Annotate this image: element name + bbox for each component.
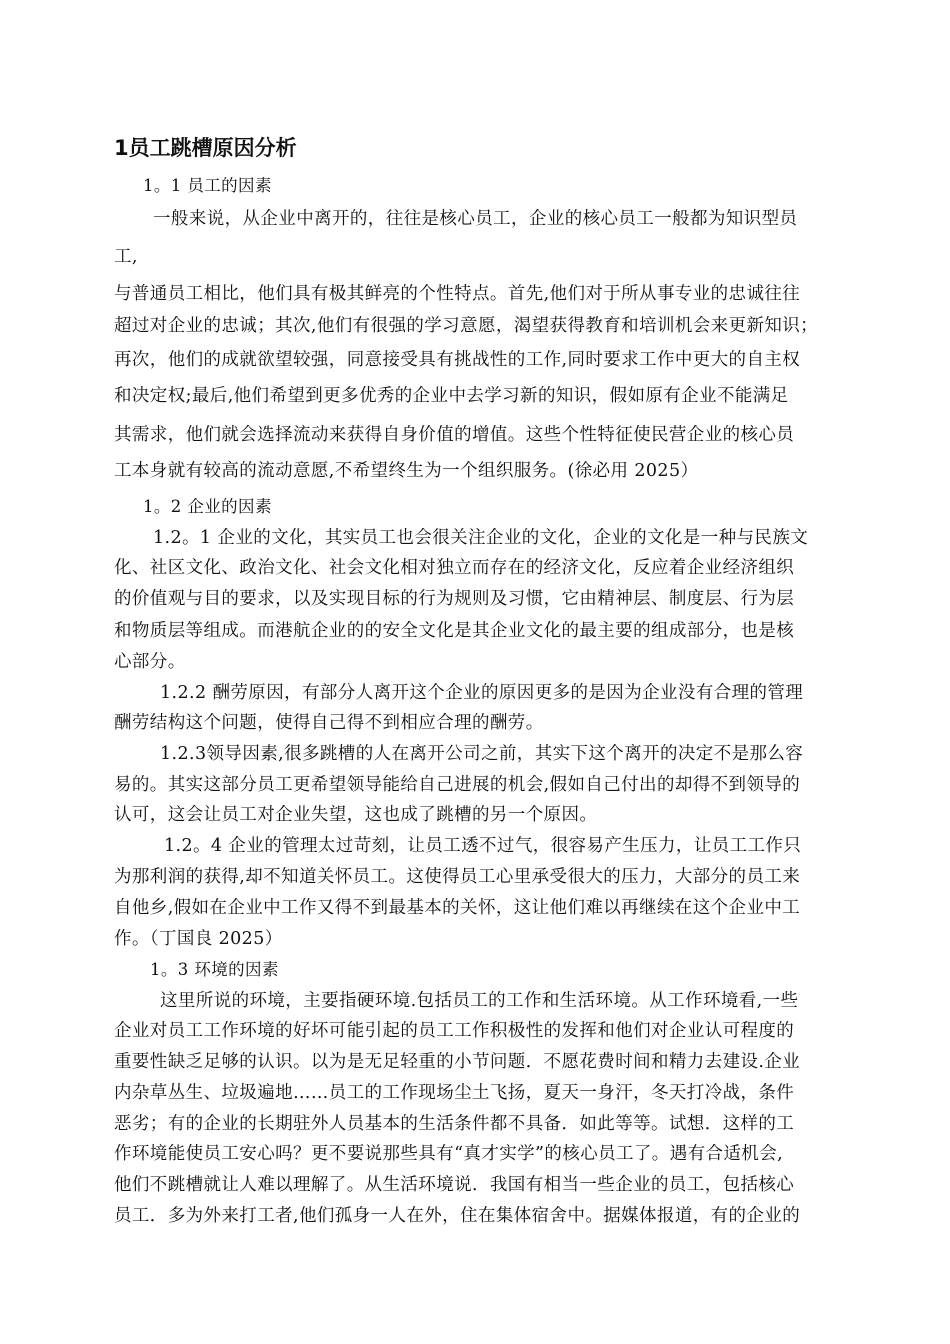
paragraph-line: 超过对企业的忠诚；其次,他们有很强的学习意愿，渴望获得教育和培训机会来更新知识； bbox=[114, 316, 819, 336]
paragraph-line: 1.2.2 酬劳原因，有部分人离开这个企业的原因更多的是因为企业没有合理的管理 bbox=[160, 683, 804, 703]
paragraph-line: 内杂草丛生、垃圾遍地……员工的工作现场尘土飞扬，夏天一身汗，冬天打冷战，条件 bbox=[114, 1083, 795, 1103]
paragraph-line: 心部分。 bbox=[114, 652, 186, 672]
paragraph-line: 和物质层等组成。而港航企业的的安全文化是其企业文化的最主要的组成部分，也是核 bbox=[114, 621, 795, 641]
paragraph-line: 的价值观与目的要求，以及实现目标的行为规则及习惯，它由精神层、制度层、行为层 bbox=[114, 589, 795, 609]
section-heading-1-3: 1。3 环境的因素 bbox=[150, 960, 279, 979]
paragraph-line: 再次，他们的成就欲望较强，同意接受具有挑战性的工作,同时要求工作中更大的自主权 bbox=[114, 350, 801, 370]
paragraph-line: 1.2。4 企业的管理太过苛刻，让员工透不过气，很容易产生压力，让员工工作只 bbox=[164, 836, 802, 856]
paragraph-line: 易的。其实这部分员工更希望领导能给自己进展的机会,假如自己付出的却得不到领导的 bbox=[114, 775, 801, 795]
paragraph-line: 重要性缺乏足够的认识。以为是无足轻重的小节问题．不愿花费时间和精力去建设.企业 bbox=[114, 1052, 801, 1072]
paragraph-line: 与普通员工相比，他们具有极其鲜亮的个性特点。首先,他们对于所从事专业的忠诚往往 bbox=[114, 284, 801, 304]
paragraph-line: 化、社区文化、政治文化、社会文化相对独立而存在的经济文化，反应着企业经济组织 bbox=[114, 558, 795, 578]
paragraph-line: 企业对员工工作环境的好坏可能引起的员工工作积极性的发挥和他们对企业认可程度的 bbox=[114, 1021, 795, 1041]
section-heading-1-1: 1。1 员工的因素 bbox=[143, 176, 272, 195]
paragraph-line: 认可，这会让员工对企业失望，这也成了跳槽的另一个原因。 bbox=[114, 805, 598, 825]
paragraph-line: 作环境能使员工安心吗？更不要说那些具有“真才实学”的核心员工了。遇有合适机会, bbox=[114, 1144, 784, 1164]
paragraph-line: 恶劣；有的企业的长期驻外人员基本的生活条件都不具备．如此等等。试想．这样的工 bbox=[114, 1114, 795, 1134]
section-heading-1-2: 1。2 企业的因素 bbox=[143, 497, 272, 516]
paragraph-line: 工本身就有较高的流动意愿,不希望终生为一个组织服务。(徐必用 2025） bbox=[114, 461, 699, 481]
paragraph-line: 为那利润的获得,却不知道关怀员工。这使得员工心里承受很大的压力，大部分的员工来 bbox=[114, 867, 801, 887]
paragraph-line: 1.2.3领导因素,很多跳槽的人在离开公司之前，其实下这个离开的决定不是那么容 bbox=[160, 744, 804, 764]
paragraph-line: 酬劳结构这个问题，使得自己得不到相应合理的酬劳。 bbox=[114, 713, 544, 733]
paragraph-line: 其需求，他们就会选择流动来获得自身价值的增值。这些个性特征使民营企业的核心员 bbox=[114, 425, 795, 445]
paragraph-line: 自他乡,假如在企业中工作又得不到最基本的关怀，这让他们难以再继续在这个企业中工 bbox=[114, 898, 801, 918]
paragraph-line: 一般来说，从企业中离开的，往往是核心员工，企业的核心员工一般都为知识型员 bbox=[153, 209, 798, 229]
paragraph-line: 和决定权;最后,他们希望到更多优秀的企业中去学习新的知识，假如原有企业不能满足 bbox=[114, 386, 789, 406]
paragraph-line: 这里所说的环境，主要指硬环境.包括员工的工作和生活环境。从工作环境看,一些 bbox=[160, 991, 799, 1011]
paragraph-line: 工, bbox=[114, 247, 138, 267]
paragraph-line: 作。（丁国良 2025） bbox=[114, 929, 283, 949]
page-title: 1员工跳槽原因分析 bbox=[114, 136, 297, 160]
paragraph-line: 1.2。1 企业的文化，其实员工也会很关注企业的文化，企业的文化是一种与民族文 bbox=[153, 528, 809, 548]
paragraph-line: 员工．多为外来打工者,他们孤身一人在外，住在集体宿舍中。据媒体报道，有的企业的 bbox=[114, 1206, 801, 1226]
paragraph-line: 他们不跳槽就让人难以理解了。从生活环境说．我国有相当一些企业的员工，包括核心 bbox=[114, 1175, 795, 1195]
